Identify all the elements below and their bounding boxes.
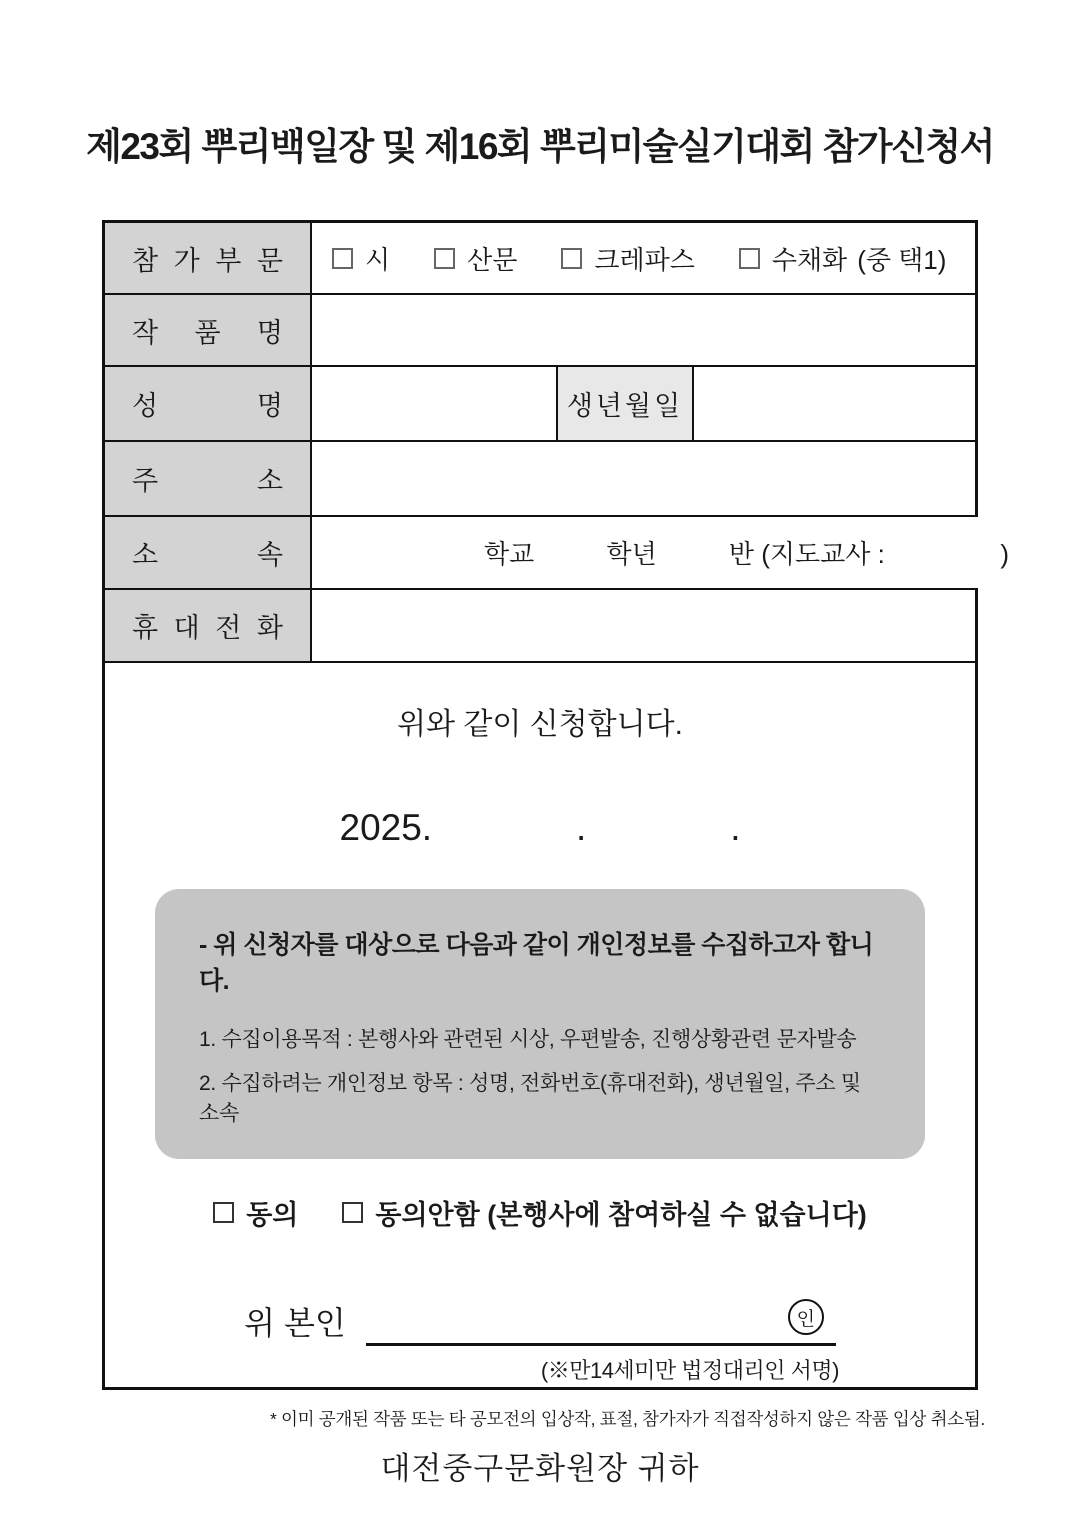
signature-prefix: 위 본인 xyxy=(244,1305,346,1341)
category-label: 참 가 부 문 xyxy=(132,245,283,276)
recipient-line: 대전중구문화원장 귀하 xyxy=(380,1451,700,1486)
signature-note: (※만14세미만 법정대리인 서명) xyxy=(540,1358,839,1383)
date-line[interactable]: 2025. . . xyxy=(339,807,741,848)
name-field[interactable] xyxy=(312,367,558,440)
consent-disagree[interactable] xyxy=(342,1193,866,1232)
affiliation-field[interactable] xyxy=(312,517,1009,588)
consent-row xyxy=(105,1193,975,1232)
footnote: * 이미 공개된 작품 또는 타 공모전의 입상작, 표절, 참가자가 직접작성하지 않은 작품 입상 취소됨. xyxy=(269,1409,985,1429)
consent-agree-label: 동의 xyxy=(246,1200,299,1230)
option-prose[interactable] xyxy=(434,240,517,277)
privacy-item-1: 1. 수집이용목적 : 본행사와 관련된 시상, 우편발송, 진행상황관련 문자발송 xyxy=(199,1028,857,1051)
option-label: 수채화 xyxy=(771,244,848,275)
birthdate-label: 생년월일 xyxy=(558,367,694,440)
form-row-name xyxy=(105,367,975,442)
page-title: 제23회 뿌리백일장 및 제16회 뿌리미술실기대회 참가신청서 xyxy=(86,126,994,167)
work-title-label-cell xyxy=(105,295,312,365)
option-crayon[interactable] xyxy=(561,240,694,277)
consent-agree[interactable] xyxy=(213,1193,298,1232)
category-options xyxy=(312,240,946,277)
checkbox-icon[interactable] xyxy=(561,248,582,269)
checkbox-icon[interactable] xyxy=(213,1202,234,1223)
privacy-notice-box xyxy=(155,889,925,1159)
application-statement: 위와 같이 신청합니다. xyxy=(397,708,683,741)
seal-stamp-icon: 인 xyxy=(788,1299,824,1335)
form-row-address xyxy=(105,442,975,517)
option-label: 산문 xyxy=(467,244,518,275)
privacy-heading: - 위 신청자를 대상으로 다음과 같이 개인정보를 수집하고자 합니다. xyxy=(199,931,874,995)
form-row-category xyxy=(105,223,975,295)
work-title-field[interactable] xyxy=(312,295,975,365)
option-poem[interactable] xyxy=(332,240,390,277)
signature-line[interactable] xyxy=(366,1304,836,1346)
affiliation-label: 소 속 xyxy=(132,540,283,570)
option-label: 시 xyxy=(365,244,391,275)
form-row-phone xyxy=(105,590,975,663)
option-watercolor[interactable] xyxy=(739,240,847,277)
checkbox-icon[interactable] xyxy=(332,248,353,269)
consent-disagree-label: 동의안함 (본행사에 참여하실 수 없습니다) xyxy=(375,1200,867,1230)
category-options-cell xyxy=(312,223,975,293)
checkbox-icon[interactable] xyxy=(739,248,760,269)
phone-label: 휴 대 전 화 xyxy=(132,613,283,643)
checkbox-icon[interactable] xyxy=(342,1202,363,1223)
phone-label-cell xyxy=(105,590,312,661)
form-row-work-title xyxy=(105,295,975,367)
work-title-label: 작 품 명 xyxy=(132,317,283,348)
affiliation-label-cell xyxy=(105,517,312,588)
signature-row xyxy=(105,1298,975,1346)
checkbox-icon[interactable] xyxy=(434,248,455,269)
birthdate-field[interactable] xyxy=(694,367,975,440)
form-row-affiliation xyxy=(105,517,1010,590)
privacy-item-2: 2. 수집하려는 개인정보 항목 : 성명, 전화번호(휴대전화), 생년월일, 주소 및 소속 xyxy=(199,1072,861,1125)
affiliation-template-text: 학교 학년 반 (지도교사 : ) xyxy=(484,539,1010,569)
address-label: 주 소 xyxy=(132,466,283,496)
address-field[interactable] xyxy=(312,442,975,515)
option-label: 크레파스 xyxy=(594,244,695,275)
name-label: 성 명 xyxy=(132,391,283,421)
category-label-cell xyxy=(105,223,312,293)
phone-field[interactable] xyxy=(312,590,975,661)
address-label-cell xyxy=(105,442,312,515)
name-label-cell xyxy=(105,367,312,440)
category-suffix: (중 택1) xyxy=(857,244,947,275)
